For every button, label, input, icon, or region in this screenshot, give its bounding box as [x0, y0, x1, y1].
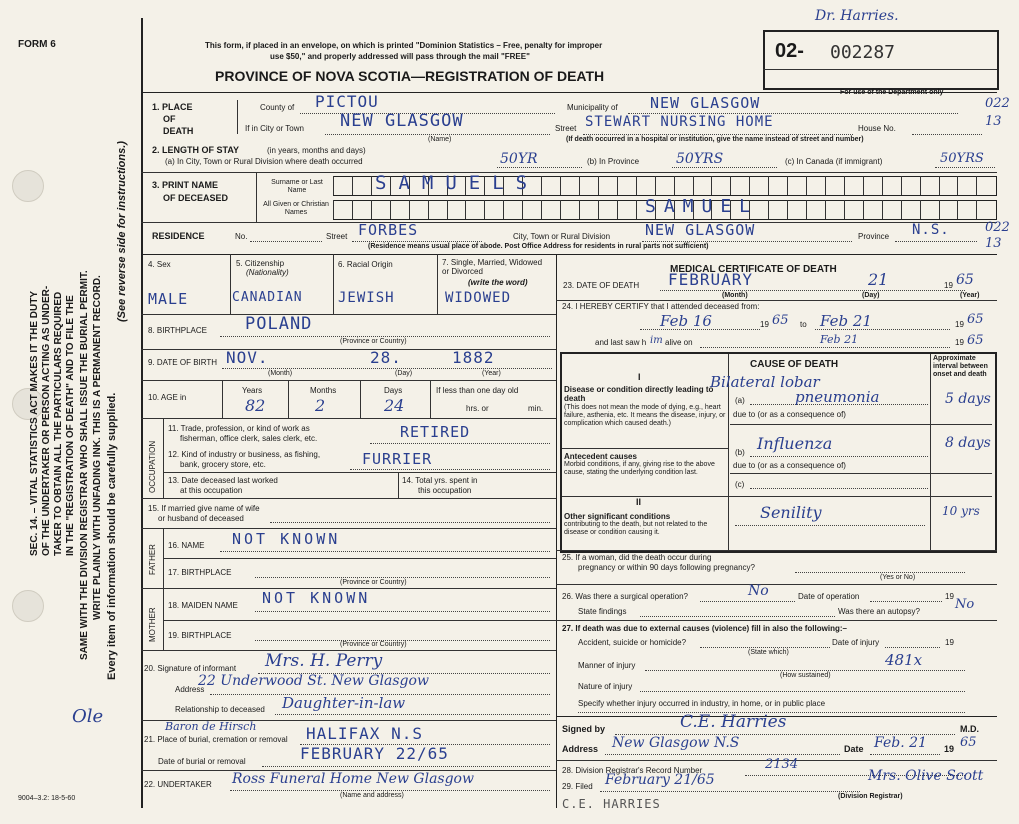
hrs-label: hrs. or [466, 404, 489, 413]
grid-cell [693, 176, 712, 195]
death-month-note: (Month) [722, 292, 748, 299]
residence-city-label: City, Town or Rural Division [513, 232, 611, 241]
marital-value[interactable]: WIDOWED [445, 290, 512, 306]
house-code: 13 [985, 114, 1002, 129]
street-label: Street [555, 124, 577, 133]
undertaker-label: 22. UNDERTAKER [144, 780, 212, 789]
grid-cell [484, 200, 503, 219]
relationship-label: Relationship to deceased [175, 705, 265, 714]
min-label: min. [528, 404, 544, 413]
grid-cell [447, 200, 466, 219]
father-birthplace-note: (Province or Country) [340, 579, 407, 586]
grid-cell [560, 200, 579, 219]
mother-name-value[interactable]: NOT KNOWN [262, 589, 371, 607]
department-use-note [840, 89, 943, 97]
death-day-note: (Day) [862, 292, 880, 299]
last-saw-19: 19 [955, 338, 964, 347]
grid-cell [352, 200, 371, 219]
residence-province-label: Province [858, 232, 890, 241]
other-interval[interactable]: 10 yrs [942, 504, 980, 518]
grid-cell [465, 200, 484, 219]
stay-label: 2. LENGTH OF STAY [152, 145, 240, 155]
grid-cell [674, 176, 693, 195]
death-year-note: (Year) [960, 292, 980, 299]
typed-physician-name: C.E. HARRIES [562, 797, 661, 811]
racial-value[interactable]: JEWISH [338, 290, 395, 306]
attended-from[interactable]: Feb 16 [660, 312, 712, 330]
how-sustained-note: (How sustained) [780, 672, 831, 679]
grid-cell [541, 200, 560, 219]
citizenship-note: (Nationality) [246, 268, 289, 277]
cause-c-label: (c) [735, 480, 745, 489]
age-days-value[interactable]: 24 [384, 396, 405, 415]
age-months-value[interactable]: 2 [315, 396, 326, 415]
house-no-label: House No. [858, 124, 896, 133]
grid-cell [901, 176, 920, 195]
registrar-signature[interactable]: Mrs. Olive Scott [868, 768, 984, 784]
informant-sig-label: 20. Signature of informant [144, 664, 237, 673]
grid-cell [939, 176, 958, 195]
grid-cell [768, 176, 787, 195]
grid-cell [333, 200, 352, 219]
state-which-note: (State which) [748, 649, 789, 656]
relationship-value[interactable]: Daughter-in-law [282, 694, 406, 712]
form-title: PROVINCE OF NOVA SCOTIA—REGISTRATION OF DEATH [215, 68, 605, 84]
birthplace-value[interactable]: POLAND [245, 314, 313, 334]
footer-code: 9004–3.2: 18-5-60 [18, 795, 76, 802]
place-label-death: DEATH [163, 126, 194, 136]
year-note: (Year) [482, 370, 501, 377]
interval-header: Approximate interval between onset and death [933, 355, 988, 378]
stay-a-label: (a) In City, Town or Rural Division where death occurred [165, 157, 363, 166]
attended-label: 24. I HEREBY CERTIFY that I attended deceased from: [562, 302, 760, 311]
stay-b-value[interactable]: 50YRS [676, 151, 724, 167]
grid-cell [503, 200, 522, 219]
cause-a-interval[interactable]: 5 days [945, 391, 991, 407]
other-conditions-label: Other significant conditions [564, 512, 671, 521]
attended-to-label: to [800, 320, 807, 329]
grid-cell [806, 200, 825, 219]
disease-note: (This does not mean the mode of dying, e.g., heart failure, asthenia, etc. It means the disease, injury, or complication which caused death.) [564, 404, 726, 427]
grid-cell [371, 200, 390, 219]
industry-value[interactable]: FURRIER [362, 450, 433, 468]
mother-birthplace-label: 19. BIRTHPLACE [168, 631, 232, 640]
registrar-note: (Division Registrar) [838, 793, 903, 800]
grid-cell [863, 176, 882, 195]
death-month[interactable]: FEBRUARY [668, 270, 754, 289]
grid-cell [579, 200, 598, 219]
mother-birthplace-note: (Province or Country) [340, 641, 407, 648]
death-date-label: 23. DATE OF DEATH [563, 281, 640, 290]
trade-label-2: fisherman, office clerk, sales clerk, etc. [180, 434, 318, 443]
municipality-value[interactable]: NEW GLASGOW [650, 94, 761, 112]
last-worked-label: 13. Date deceased last worked [168, 476, 278, 485]
q28-label: 28. Division Registrar's Record Number [562, 766, 703, 775]
burial-date-label: Date of burial or removal [158, 757, 246, 766]
father-name-label: 16. NAME [168, 541, 205, 550]
nature-label: Nature of injury [578, 682, 633, 691]
grid-cell [920, 176, 939, 195]
yes-no-note: (Yes or No) [880, 574, 916, 581]
grid-cell [598, 176, 617, 195]
side-text: OF THE UNDERTAKER OR PERSON ACTING AS UNDER- [41, 285, 52, 556]
registration-prefix: 02- [775, 40, 804, 62]
physician-address[interactable]: New Glasgow N.S [612, 735, 740, 751]
cause-a-line2[interactable]: pneumonia [795, 388, 880, 406]
grid-cell [920, 200, 939, 219]
mother-name-label: 18. MAIDEN NAME [168, 601, 238, 610]
grid-cell [957, 200, 976, 219]
md-label: M.D. [960, 724, 979, 734]
burial-date-value[interactable]: FEBRUARY 22/65 [300, 744, 449, 763]
marital-note: (write the word) [468, 278, 528, 287]
age-years-value[interactable]: 82 [245, 396, 266, 415]
residence-no-label: No. [235, 232, 248, 241]
surgery-answer[interactable]: No [748, 583, 769, 599]
trade-value[interactable]: RETIRED [400, 423, 471, 441]
county-value[interactable]: PICTOU [315, 92, 379, 111]
last-worked-label-2: at this occupation [180, 486, 243, 495]
age-days-label: Days [384, 386, 403, 395]
citizenship-label: 5. Citizenship [236, 259, 285, 268]
grid-cell [844, 200, 863, 219]
given-label: All Given or Christian Names [263, 201, 329, 216]
side-text: TAKER TO OBTAIN ALL THE PARTICULARS REQUIRED [53, 291, 64, 556]
physician-date-year[interactable]: 65 [960, 735, 977, 750]
medical-header: MEDICAL CERTIFICATE OF DEATH [670, 264, 837, 275]
grid-cell [352, 176, 371, 195]
side-text: SEC. 14. – VITAL STATISTICS ACT MAKES IT THE DUTY [29, 290, 40, 556]
grid-cell [522, 200, 541, 219]
burial-place-value[interactable]: HALIFAX N.S [306, 724, 423, 743]
racial-label: 6. Racial Origin [338, 260, 393, 269]
residence-note: (Residence means usual place of abode. Post Office Address for residents in rural parts not sufficient) [368, 243, 709, 250]
burial-place-label: 21. Place of burial, cremation or removal [144, 735, 288, 744]
op-date-label: Date of operation [798, 592, 860, 601]
marital-label: 7. Single, Married, Widowed or Divorced [442, 258, 543, 276]
occupation-label: OCCUPATION [148, 440, 157, 493]
side-text: IN THE "REGISTRATION OF DEATH" AND TO FILE THE [65, 295, 76, 556]
trade-label: 11. Trade, profession, or kind of work as [168, 424, 310, 433]
grid-cell [579, 176, 598, 195]
grid-cell [882, 200, 901, 219]
form-number: FORM 6 [18, 39, 56, 50]
manner-label: Manner of injury [578, 661, 636, 670]
punch-hole [12, 170, 44, 202]
residence-street-label: Street [326, 232, 348, 241]
accident-label: Accident, suicide or homicide? [578, 638, 687, 647]
stay-a-value[interactable]: 50YR [500, 151, 538, 167]
other-conditions-note: contributing to the death, but not related to the disease or condition causing it. [564, 521, 708, 536]
grid-cell [976, 176, 995, 195]
age-label: 10. AGE in [148, 393, 187, 402]
disease-label: Disease or condition directly leading to death [564, 385, 714, 403]
informant-address-label: Address [175, 685, 205, 694]
signed-by-label: Signed by [562, 724, 606, 734]
side-text: WRITE PLAINLY WITH UNFADING INK. THIS IS A PERMANENT RECORD. [92, 275, 103, 620]
q26-label: 26. Was there a surgical operation? [562, 592, 688, 601]
autopsy-answer[interactable]: No [955, 597, 975, 612]
grid-cell [976, 200, 995, 219]
death-day[interactable]: 21 [868, 270, 889, 289]
grid-cell [617, 200, 636, 219]
father-name-value[interactable]: NOT KNOWN [232, 530, 341, 548]
grid-cell [409, 200, 428, 219]
specify-label: Specify whether injury occurred in industry, in home, or in public place [578, 699, 826, 708]
last-saw-label-2: alive on [665, 338, 693, 347]
section-ii: II [636, 497, 642, 507]
father-label: FATHER [148, 544, 157, 575]
grid-cell [806, 176, 825, 195]
side-text: (See reverse side for instructions.) [116, 141, 128, 322]
burial-place-annotation: Baron de Hirsch [165, 720, 257, 733]
filed-date[interactable]: February 21/65 [605, 772, 715, 788]
grid-cell [957, 176, 976, 195]
attended-to-19: 19 [955, 320, 964, 329]
cause-header: CAUSE OF DEATH [750, 359, 839, 370]
death-year-prefix: 19 [944, 281, 953, 290]
section-i: I [638, 372, 641, 382]
sex-value[interactable]: MALE [148, 290, 189, 308]
total-years-label: 14. Total yrs. spent in [402, 476, 478, 485]
manner-code: 481x [885, 651, 923, 669]
cause-b-value[interactable]: Influenza [757, 434, 833, 453]
grid-cell [882, 176, 901, 195]
street-value[interactable]: STEWART NURSING HOME [585, 114, 774, 130]
grid-cell [863, 200, 882, 219]
birthplace-label: 8. BIRTHPLACE [148, 326, 207, 335]
municipality-label: Municipality of [567, 103, 618, 112]
mother-label: MOTHER [148, 607, 157, 642]
registration-number: 002287 [830, 42, 896, 63]
dob-month[interactable]: NOV. [226, 348, 269, 367]
q25-label-2: pregnancy or within 90 days following pregnancy? [578, 563, 755, 572]
physician-date-label: Date [844, 744, 864, 754]
grid-cell [560, 176, 579, 195]
father-birthplace-label: 17. BIRTHPLACE [168, 568, 232, 577]
residence-label: RESIDENCE [152, 231, 205, 241]
attended-from-19: 19 [760, 320, 769, 329]
city-label: If in City or Town [245, 124, 304, 133]
death-year[interactable]: 65 [956, 272, 974, 288]
cause-a-line1[interactable]: Bilateral lobar [710, 373, 820, 391]
due-to-a: due to (or as a consequence of) [733, 410, 846, 419]
findings-label: State findings [578, 607, 627, 616]
grid-cell [711, 176, 730, 195]
age-months-label: Months [310, 386, 337, 395]
day-note: (Day) [395, 370, 413, 377]
record-number[interactable]: 2134 [765, 757, 799, 772]
age-years-label: Years [242, 386, 263, 395]
less-than-label: If less than one day old [436, 386, 519, 395]
grid-cell [939, 200, 958, 219]
attended-to-year[interactable]: 65 [967, 312, 984, 327]
spouse-label: 15. If married give name of wife [148, 504, 260, 513]
last-saw-label: and last saw h [595, 338, 647, 347]
place-label: 1. PLACE [152, 102, 193, 112]
last-saw-year[interactable]: 65 [967, 333, 984, 348]
residence-city-value[interactable]: NEW GLASGOW [645, 221, 756, 239]
q27-label: 27. If death was due to external causes (violence) fill in also the following:– [562, 624, 847, 633]
stay-c-value[interactable]: 50YRS [940, 151, 984, 166]
grid-cell [428, 200, 447, 219]
grid-cell [333, 176, 352, 195]
industry-label-2: bank, grocery store, etc. [180, 460, 266, 469]
last-saw-him: im [650, 335, 663, 346]
q29-label: 29. Filed [562, 782, 593, 791]
mail-note-line2: use $50," and properly addressed will pass through the mail "FREE" [270, 52, 530, 61]
residence-code-1: 022 [985, 220, 1010, 235]
grid-cell [541, 176, 560, 195]
county-label: County of [260, 103, 295, 112]
other-cause-value[interactable]: Senility [760, 503, 822, 522]
residence-code-2: 13 [985, 236, 1002, 251]
birthplace-note: (Province or Country) [340, 338, 407, 345]
grid-cell [636, 176, 655, 195]
grid-cell [730, 176, 749, 195]
side-text: SAME WITH THE DIVISION REGISTRAR WHO SHALL ISSUE THE BURIAL PERMIT. [79, 270, 90, 660]
grid-cell [749, 176, 768, 195]
residence-street-value[interactable]: FORBES [358, 221, 419, 239]
stay-note: (in years, months and days) [267, 146, 366, 155]
op-date-19: 19 [945, 592, 954, 601]
top-annotation: Dr. Harries. [815, 8, 899, 24]
dob-day[interactable]: 28. [370, 348, 402, 367]
industry-label: 12. Kind of industry or business, as fishing, [168, 450, 321, 459]
municipality-code: 022 [985, 96, 1010, 111]
name-label: 3. PRINT NAME [152, 180, 219, 190]
physician-signature[interactable]: C.E. Harries [680, 712, 787, 732]
grid-cell [617, 176, 636, 195]
injury-date-19: 19 [945, 638, 954, 647]
grid-cell [787, 176, 806, 195]
stay-c-label: (c) In Canada (if immigrant) [785, 157, 883, 166]
surname-value[interactable]: SAMUELS [375, 172, 540, 194]
place-label-of: OF [163, 114, 176, 124]
q25-label: 25. If a woman, did the death occur during [562, 553, 712, 562]
mail-note-line1: This form, if placed in an envelope, on which is printed "Dominion Statistics – Free, penalty for improper [205, 41, 603, 50]
physician-date[interactable]: Feb. 21 [874, 735, 927, 751]
attended-to[interactable]: Feb 21 [820, 312, 872, 330]
grid-cell [825, 176, 844, 195]
physician-address-label: Address [562, 744, 599, 754]
margin-note: Ole [72, 706, 104, 727]
dob-label: 9. DATE OF BIRTH [148, 358, 218, 367]
cause-b-label: (b) [735, 448, 745, 457]
antecedent-label: Antecedent causes [564, 452, 637, 461]
residence-province-value[interactable]: N.S. [912, 222, 950, 238]
given-value[interactable]: SAMUEL [645, 196, 759, 217]
last-saw-value[interactable]: Feb 21 [820, 333, 859, 346]
attended-from-year[interactable]: 65 [772, 313, 789, 328]
grid-cell [390, 200, 409, 219]
punch-hole [12, 590, 44, 622]
informant-signature[interactable]: Mrs. H. Perry [265, 651, 383, 671]
injury-date-label: Date of injury [832, 638, 880, 647]
stay-b-label: (b) In Province [587, 157, 640, 166]
grid-cell [655, 176, 674, 195]
undertaker-note: (Name and address) [340, 792, 404, 799]
citizenship-value[interactable]: CANADIAN [232, 290, 303, 305]
name-label-2: OF DECEASED [163, 193, 229, 203]
autopsy-label: Was there an autopsy? [838, 607, 920, 616]
cause-a-label: (a) [735, 396, 745, 405]
antecedent-note: Morbid conditions, if any, giving rise to the above cause, stating the underlying condition last. [564, 461, 715, 476]
grid-cell [901, 200, 920, 219]
dob-year[interactable]: 1882 [452, 348, 495, 367]
informant-address[interactable]: 22 Underwood St. New Glasgow [198, 673, 429, 689]
cause-b-interval[interactable]: 8 days [945, 435, 991, 451]
surname-label: Surname or Last Name [271, 179, 323, 194]
side-text: Every item of information should be carefully supplied. [106, 392, 118, 680]
grid-cell [598, 200, 617, 219]
due-to-b: due to (or as a consequence of) [733, 461, 846, 470]
hospital-note: (If death occurred in a hospital or institution, give the name instead of street and number) [566, 136, 864, 143]
grid-cell [844, 176, 863, 195]
grid-cell [768, 200, 787, 219]
city-value[interactable]: NEW GLASGOW [340, 111, 464, 131]
spouse-label-2: or husband of deceased [158, 514, 244, 523]
month-note: (Month) [268, 370, 293, 377]
physician-date-19: 19 [944, 744, 955, 754]
grid-cell [787, 200, 806, 219]
total-years-label-2: this occupation [418, 486, 472, 495]
name-note: (Name) [428, 136, 452, 143]
sex-label: 4. Sex [148, 260, 171, 269]
undertaker-value[interactable]: Ross Funeral Home New Glasgow [232, 771, 474, 787]
grid-cell [825, 200, 844, 219]
